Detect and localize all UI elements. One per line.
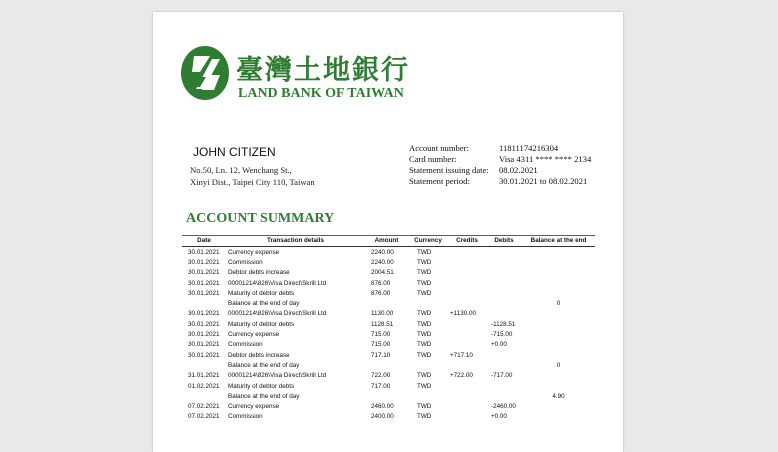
- column-header: Amount: [365, 236, 408, 247]
- cell-credit: [448, 360, 486, 370]
- cell-date: [182, 391, 226, 401]
- table-row: [182, 278, 595, 288]
- cell-balance: 4.90: [552, 392, 565, 400]
- account-number-row: [409, 143, 559, 154]
- cell-amount: [365, 391, 408, 401]
- cell-details: Debtor debts increase: [228, 269, 290, 277]
- cell-currency: TWD: [417, 279, 432, 287]
- cell-debit: -1128.51: [491, 320, 516, 328]
- cell-debit: +0.00: [491, 341, 507, 349]
- cell-currency: TWD: [417, 269, 432, 277]
- table-row: [182, 371, 595, 381]
- cell-currency: TWD: [417, 372, 432, 380]
- cell-amount: 1130.00: [371, 310, 394, 318]
- table-row: [182, 381, 595, 391]
- column-header: Transaction details: [226, 236, 365, 247]
- cell-currency: TWD: [417, 258, 432, 266]
- cell-currency: TWD: [417, 289, 432, 297]
- table-row: [182, 401, 595, 411]
- cell-balance: [522, 257, 595, 267]
- cell-debit: +0.00: [491, 413, 507, 421]
- column-header: Balance at the end: [522, 236, 595, 247]
- cell-balance: [522, 340, 595, 350]
- cell-date: 30.01.2021: [188, 289, 220, 297]
- statement-period-row: [409, 176, 588, 187]
- cell-details: Currency expense: [228, 331, 280, 339]
- cell-date: 30.01.2021: [188, 258, 220, 266]
- cell-amount: [365, 360, 408, 370]
- customer-name: JOHN CITIZEN: [193, 145, 276, 159]
- cell-debit: [486, 360, 522, 370]
- cell-credit: +1130.00: [450, 310, 476, 318]
- cell-balance: [522, 268, 595, 278]
- cell-amount: 2240.00: [371, 258, 394, 266]
- cell-date: 01.02.2021: [188, 382, 220, 390]
- account-info: [409, 143, 592, 187]
- table-row: [182, 257, 595, 267]
- cell-details: Maturity of debtor debts: [228, 320, 295, 328]
- cell-credit: [448, 391, 486, 401]
- cell-debit: -715.00: [491, 331, 513, 339]
- column-header: Date: [182, 236, 226, 247]
- cell-currency: [408, 298, 448, 308]
- info-label: Statement issuing date:: [409, 165, 489, 175]
- cell-currency: TWD: [417, 403, 432, 411]
- cell-details: Maturity of debtor debts: [228, 382, 295, 390]
- transactions-body: [182, 247, 595, 423]
- table-header-row: [182, 236, 595, 247]
- cell-currency: TWD: [417, 341, 432, 349]
- cell-credit: [448, 381, 486, 391]
- cell-balance: 0: [556, 361, 561, 369]
- column-header: Credits: [448, 236, 486, 247]
- cell-details: 00001214\826\Visa Direct\Skrill Ltd: [228, 372, 327, 380]
- cell-date: 30.01.2021: [188, 341, 220, 349]
- table-row: [182, 247, 595, 258]
- cell-amount: 876.00: [371, 289, 391, 297]
- cell-credit: [448, 401, 486, 411]
- cell-details: Balance at the end of day: [228, 300, 300, 308]
- summary-title: ACCOUNT SUMMARY: [186, 211, 335, 226]
- cell-date: 30.01.2021: [188, 351, 220, 359]
- cell-details: Commission: [228, 258, 263, 266]
- cell-amount: 1128.51: [371, 320, 394, 328]
- table-row: [182, 391, 595, 401]
- cell-debit: [486, 350, 522, 360]
- column-header: Currency: [408, 236, 448, 247]
- cell-date: 30.01.2021: [188, 331, 220, 339]
- cell-debit: [486, 288, 522, 298]
- cell-credit: [448, 329, 486, 339]
- cell-credit: [448, 340, 486, 350]
- table-row: [182, 288, 595, 298]
- info-label: Card number:: [409, 154, 457, 164]
- cell-balance: [522, 309, 595, 319]
- cell-credit: +722.00: [450, 372, 473, 380]
- cell-date: 30.01.2021: [188, 310, 220, 318]
- transactions-table: [182, 235, 595, 422]
- cell-balance: [522, 401, 595, 411]
- cell-debit: -2460.00: [491, 403, 516, 411]
- table-row: [182, 298, 595, 308]
- cell-currency: TWD: [417, 382, 432, 390]
- cell-currency: TWD: [417, 320, 432, 328]
- column-header: Debits: [486, 236, 522, 247]
- cell-debit: [486, 309, 522, 319]
- cell-balance: [522, 329, 595, 339]
- cell-credit: [448, 288, 486, 298]
- cell-amount: 722.00: [371, 372, 391, 380]
- cell-amount: 715.00: [371, 331, 391, 339]
- cell-credit: [448, 412, 486, 422]
- cell-debit: [486, 268, 522, 278]
- cell-details: Commission: [228, 413, 263, 421]
- cell-amount: 715.00: [371, 341, 391, 349]
- cell-details: Currency expense: [228, 403, 280, 411]
- cell-credit: [448, 319, 486, 329]
- bank-name-en: LAND BANK OF TAIWAN: [238, 86, 404, 101]
- cell-currency: TWD: [417, 248, 432, 256]
- cell-balance: [522, 412, 595, 422]
- cell-debit: [486, 278, 522, 288]
- account-number: 11811174216304: [499, 143, 559, 153]
- address-line-1: No.50, Ln. 12, Wenchang St.,: [190, 165, 292, 175]
- address-line-2: Xinyi Dist., Taipei City 110, Taiwan: [190, 177, 315, 187]
- cell-details: Maturity of debtor debts: [228, 289, 295, 297]
- cell-date: 30.01.2021: [188, 269, 220, 277]
- cell-date: [182, 360, 226, 370]
- cell-details: Debtor debts increase: [228, 351, 290, 359]
- cell-balance: [522, 247, 595, 258]
- statement-period: 30.01.2021 to 08.02.2021: [499, 176, 588, 186]
- cell-credit: [448, 268, 486, 278]
- table-row: [182, 350, 595, 360]
- cell-debit: [486, 381, 522, 391]
- table-row: [182, 319, 595, 329]
- card-number-row: [409, 154, 592, 165]
- cell-details: 00001214\826\Visa Direct\Skrill Ltd: [228, 279, 327, 287]
- cell-currency: [408, 391, 448, 401]
- cell-amount: 2240.00: [371, 248, 394, 256]
- info-label: Statement period:: [409, 176, 470, 186]
- statement-page: [153, 12, 623, 452]
- issuing-date-row: [409, 165, 538, 176]
- cell-amount: 717.00: [371, 382, 391, 390]
- cell-details: Commission: [228, 341, 263, 349]
- cell-date: 31.01.2021: [188, 372, 220, 380]
- cell-currency: TWD: [417, 413, 432, 421]
- cell-balance: [522, 278, 595, 288]
- cell-date: 30.01.2021: [188, 279, 220, 287]
- table-row: [182, 340, 595, 350]
- cell-date: [182, 298, 226, 308]
- table-row: [182, 329, 595, 339]
- info-label: Account number:: [409, 143, 469, 153]
- table-row: [182, 360, 595, 370]
- cell-balance: 0: [556, 300, 561, 308]
- cell-amount: 2400.00: [371, 413, 394, 421]
- cell-debit: [486, 298, 522, 308]
- cell-balance: [522, 371, 595, 381]
- cell-credit: [448, 298, 486, 308]
- cell-amount: 2004.51: [371, 269, 394, 277]
- cell-amount: 876.00: [371, 279, 391, 287]
- cell-amount: 717.10: [371, 351, 391, 359]
- cell-amount: [365, 298, 408, 308]
- table-row: [182, 309, 595, 319]
- issuing-date: 08.02.2021: [499, 165, 538, 175]
- cell-currency: TWD: [417, 351, 432, 359]
- cell-balance: [522, 381, 595, 391]
- cell-details: Balance at the end of day: [228, 392, 300, 400]
- cell-credit: [448, 278, 486, 288]
- cell-balance: [522, 319, 595, 329]
- cell-credit: [448, 247, 486, 258]
- cell-credit: +717.10: [450, 351, 473, 359]
- cell-date: 30.01.2021: [188, 320, 220, 328]
- land-bank-logo-icon: [180, 45, 230, 101]
- cell-date: 30.01.2021: [188, 248, 220, 256]
- cell-details: Currency expense: [228, 248, 280, 256]
- bank-name-cjk: 臺灣土地銀行: [236, 55, 410, 86]
- cell-details: 00001214\826\Visa Direct\Skrill Ltd: [228, 310, 327, 318]
- cell-currency: [408, 360, 448, 370]
- cell-debit: -717.00: [491, 372, 513, 380]
- table-row: [182, 268, 595, 278]
- cell-balance: [522, 350, 595, 360]
- cell-currency: TWD: [417, 310, 432, 318]
- cell-currency: TWD: [417, 331, 432, 339]
- cell-debit: [486, 247, 522, 258]
- cell-debit: [486, 391, 522, 401]
- card-number: Visa 4311 **** **** 2134: [499, 154, 592, 164]
- table-row: [182, 412, 595, 422]
- cell-balance: [522, 288, 595, 298]
- cell-credit: [448, 257, 486, 267]
- cell-amount: 2460.00: [371, 403, 394, 411]
- cell-date: 07.02.2021: [188, 413, 220, 421]
- cell-details: Balance at the end of day: [228, 361, 300, 369]
- cell-debit: [486, 257, 522, 267]
- cell-date: 07.02.2021: [188, 403, 220, 411]
